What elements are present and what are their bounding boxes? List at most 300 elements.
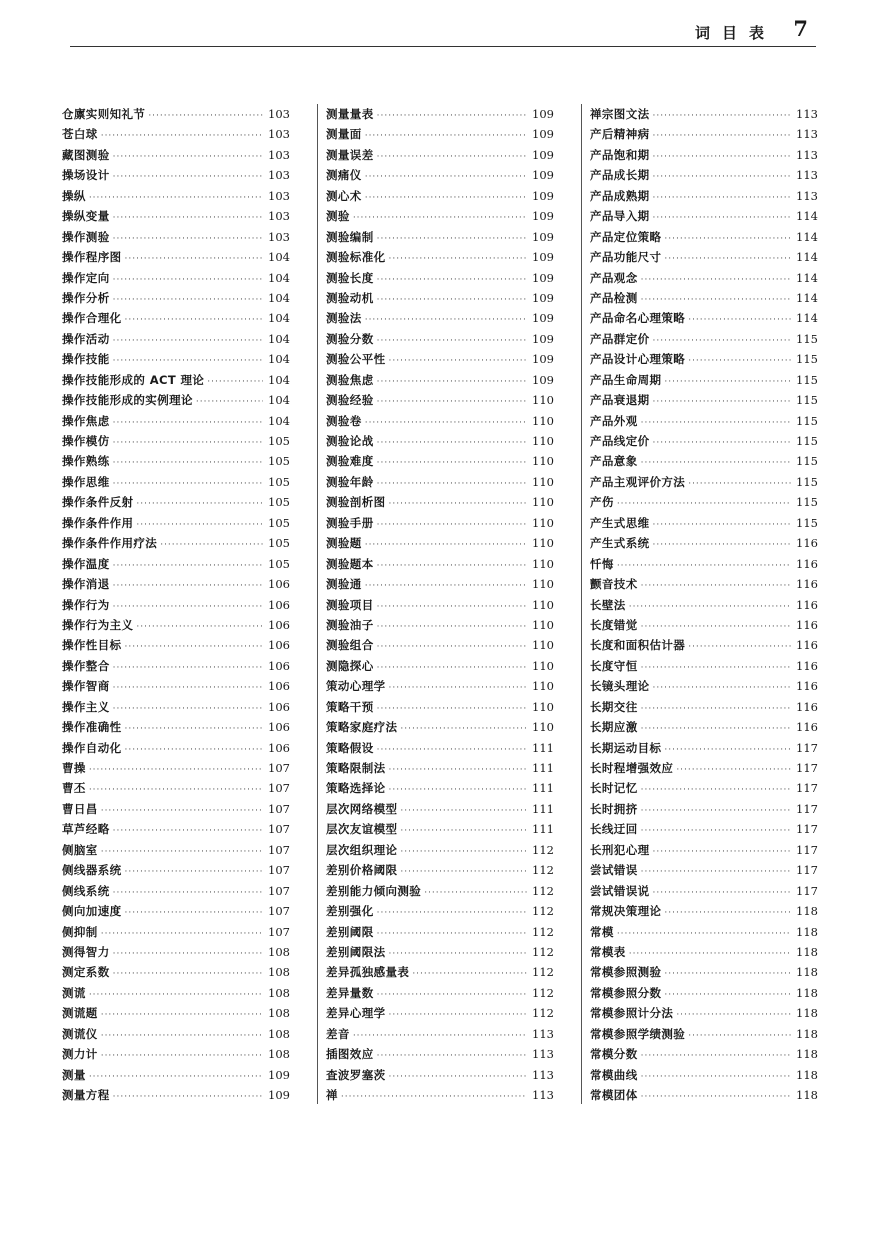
dot-leader: [377, 597, 527, 617]
entry-page-number: 104: [268, 413, 290, 428]
entry-term: 产品主观评价方法: [590, 474, 686, 489]
entry-page-number: 106: [268, 577, 290, 592]
dot-leader: [389, 678, 528, 698]
index-entry: [590, 472, 818, 492]
dot-leader: [125, 740, 264, 760]
index-column-2: [326, 104, 554, 1105]
entry-term: 操作程序图: [62, 250, 122, 265]
index-entry: [326, 227, 554, 247]
index-entry: [62, 247, 290, 267]
entry-term: 操场设计: [62, 168, 110, 183]
entry-term: 忏悔: [590, 556, 614, 571]
dot-leader: [641, 290, 791, 310]
dot-leader: [676, 760, 791, 780]
dot-leader: [125, 903, 264, 923]
entry-page-number: 106: [268, 699, 290, 714]
index-entry: [590, 1024, 818, 1044]
index-entry: [62, 656, 290, 676]
index-entry: [590, 513, 818, 533]
entry-term: 差别能力倾向测验: [326, 883, 422, 898]
dot-leader: [641, 617, 791, 637]
index-entry: [326, 860, 554, 880]
dot-leader: [617, 556, 791, 576]
dot-leader: [377, 331, 527, 351]
index-entry: [590, 799, 818, 819]
entry-term: 侧线系统: [62, 883, 110, 898]
index-entry: [590, 349, 818, 369]
entry-term: 产品外观: [590, 413, 638, 428]
index-entry: [326, 492, 554, 512]
dot-leader: [377, 147, 527, 167]
index-entry: [62, 472, 290, 492]
index-entry: [590, 492, 818, 512]
dot-leader: [664, 229, 791, 249]
dot-leader: [641, 1087, 791, 1107]
entry-page-number: 113: [532, 1088, 554, 1102]
entry-term: 测验剖析图: [326, 495, 386, 510]
index-entry: [62, 451, 290, 471]
dot-leader: [365, 413, 527, 433]
entry-page-number: 117: [796, 761, 818, 775]
dot-leader: [113, 556, 263, 576]
index-entry: [326, 104, 554, 124]
index-entry: [326, 533, 554, 553]
dot-leader: [664, 985, 791, 1005]
index-entry: [62, 349, 290, 369]
entry-term: 测验分数: [326, 331, 374, 346]
entry-page-number: 115: [796, 393, 818, 408]
index-entry: [590, 1065, 818, 1085]
dot-leader: [113, 229, 263, 249]
entry-page-number: 111: [532, 761, 554, 775]
entry-page-number: 109: [532, 250, 554, 265]
index-entry: [590, 206, 818, 226]
dot-leader: [641, 862, 791, 882]
entry-term: 测验难度: [326, 454, 374, 469]
dot-leader: [641, 801, 791, 821]
entry-page-number: 116: [796, 699, 818, 714]
index-entry: [326, 349, 554, 369]
entry-term: 操作条件反射: [62, 495, 134, 510]
entry-page-number: 118: [796, 1026, 818, 1041]
entry-term: 测隐探心: [326, 658, 374, 673]
index-entry: [326, 615, 554, 635]
dot-leader: [125, 310, 264, 330]
entry-page-number: 112: [532, 1006, 554, 1021]
header-rule: [70, 46, 816, 47]
dot-leader: [688, 351, 791, 371]
entry-page-number: 104: [268, 393, 290, 408]
entry-term: 测谎题: [62, 1006, 98, 1021]
entry-term: 层次网络模型: [326, 801, 398, 816]
index-entry: [590, 268, 818, 288]
entry-page-number: 109: [532, 209, 554, 224]
entry-term: 测量误差: [326, 147, 374, 162]
index-entry: [326, 124, 554, 144]
entry-page-number: 109: [532, 127, 554, 142]
entry-term: 长期运动目标: [590, 740, 662, 755]
dot-leader: [389, 944, 528, 964]
dot-leader: [101, 924, 263, 944]
dot-leader: [653, 126, 792, 146]
index-entry: [326, 247, 554, 267]
index-entry: [62, 308, 290, 328]
index-entry: [62, 431, 290, 451]
dot-leader: [113, 821, 263, 841]
entry-page-number: 118: [796, 1088, 818, 1102]
dot-leader: [341, 1087, 527, 1107]
dot-leader: [676, 1005, 791, 1025]
entry-term: 常模参照学绩测验: [590, 1026, 686, 1041]
entry-term: 操作准确性: [62, 720, 122, 735]
dot-leader: [377, 658, 527, 678]
index-entry: [326, 165, 554, 185]
index-entry: [326, 1044, 554, 1064]
entry-page-number: 115: [796, 454, 818, 469]
entry-page-number: 110: [532, 515, 554, 530]
dot-leader: [688, 474, 791, 494]
entry-term: 常模参照计分法: [590, 1006, 674, 1021]
index-entry: [326, 390, 554, 410]
entry-term: 常模: [590, 924, 614, 939]
entry-page-number: 105: [268, 536, 290, 551]
index-entry: [62, 1085, 290, 1105]
index-entry: [590, 431, 818, 451]
dot-leader: [365, 310, 527, 330]
dot-leader: [377, 290, 527, 310]
dot-leader: [641, 413, 791, 433]
dot-leader: [365, 535, 527, 555]
entry-term: 长度错觉: [590, 617, 638, 632]
entry-term: 操作模仿: [62, 434, 110, 448]
entry-term: 产品成长期: [590, 168, 650, 183]
dot-leader: [377, 924, 527, 944]
index-entry: [62, 1024, 290, 1044]
index-entry: [326, 329, 554, 349]
entry-term: 产品观念: [590, 270, 638, 285]
dot-leader: [377, 392, 527, 412]
dot-leader: [400, 821, 527, 841]
entry-term: 测谎仪: [62, 1026, 98, 1041]
entry-page-number: 113: [532, 1047, 554, 1062]
entry-page-number: 109: [532, 270, 554, 285]
index-entry: [326, 288, 554, 308]
entry-page-number: 110: [532, 393, 554, 408]
entry-page-number: 108: [268, 1006, 290, 1021]
entry-term: 测心术: [326, 188, 362, 203]
dot-leader: [653, 188, 792, 208]
entry-page-number: 118: [796, 985, 818, 1000]
dot-leader: [688, 637, 791, 657]
entry-term: 长刑犯心理: [590, 842, 650, 857]
entry-page-number: 110: [532, 556, 554, 571]
dot-leader: [641, 719, 791, 739]
entry-term: 测验经验: [326, 393, 374, 408]
dot-leader: [113, 944, 263, 964]
entry-term: 产品成熟期: [590, 188, 650, 203]
entry-term: 测验编制: [326, 229, 374, 244]
dot-leader: [389, 249, 528, 269]
dot-leader: [113, 270, 263, 290]
entry-page-number: 104: [268, 250, 290, 265]
entry-page-number: 109: [268, 1088, 290, 1102]
index-entry: [590, 942, 818, 962]
entry-term: 产品衰退期: [590, 393, 650, 408]
index-entry: [326, 206, 554, 226]
index-entry: [590, 451, 818, 471]
column-divider: [581, 104, 582, 1104]
index-entry: [590, 288, 818, 308]
dot-leader: [641, 270, 791, 290]
entry-page-number: 103: [268, 168, 290, 183]
entry-term: 产品定位策略: [590, 229, 662, 244]
index-entry: [590, 1085, 818, 1105]
entry-term: 测验题本: [326, 556, 374, 571]
entry-term: 操作技能形成的实例理论: [62, 393, 193, 408]
entry-term: 常模参照分数: [590, 985, 662, 1000]
entry-term: 操作条件作用疗法: [62, 536, 158, 551]
dot-leader: [664, 740, 791, 760]
dot-leader: [113, 413, 263, 433]
entry-term: 操作技能: [62, 352, 110, 367]
entry-page-number: 114: [796, 209, 818, 224]
entry-term: 曹日昌: [62, 801, 98, 816]
entry-term: 测验题: [326, 536, 362, 551]
entry-page-number: 105: [268, 556, 290, 571]
entry-page-number: 114: [796, 311, 818, 326]
entry-term: 禅宗图文法: [590, 107, 650, 121]
index-entry: [326, 881, 554, 901]
index-entry: [62, 840, 290, 860]
dot-leader: [365, 126, 527, 146]
entry-term: 测验通: [326, 577, 362, 592]
dot-leader: [196, 392, 263, 412]
dot-leader: [113, 290, 263, 310]
entry-page-number: 107: [268, 761, 290, 775]
index-entry: [326, 411, 554, 431]
entry-page-number: 115: [796, 372, 818, 387]
entry-term: 策动心理学: [326, 679, 386, 694]
index-entry: [326, 1065, 554, 1085]
dot-leader: [125, 719, 264, 739]
dot-leader: [136, 617, 263, 637]
entry-page-number: 109: [532, 147, 554, 162]
entry-page-number: 118: [796, 944, 818, 959]
dot-leader: [377, 453, 527, 473]
dot-leader: [400, 842, 527, 862]
index-entry: [62, 288, 290, 308]
entry-page-number: 115: [796, 515, 818, 530]
entry-page-number: 108: [268, 985, 290, 1000]
entry-term: 长镜头理论: [590, 679, 650, 694]
entry-page-number: 113: [796, 127, 818, 142]
entry-page-number: 116: [796, 536, 818, 551]
dot-leader: [389, 780, 528, 800]
entry-term: 测量方程: [62, 1088, 110, 1102]
entry-page-number: 108: [268, 965, 290, 980]
entry-term: 测定系数: [62, 965, 110, 980]
entry-page-number: 107: [268, 863, 290, 878]
entry-page-number: 105: [268, 515, 290, 530]
entry-term: 颤音技术: [590, 577, 638, 592]
dot-leader: [136, 494, 263, 514]
entry-page-number: 109: [532, 188, 554, 203]
index-entry: [590, 697, 818, 717]
index-entry: [590, 595, 818, 615]
index-entry: [590, 370, 818, 390]
entry-term: 操作条件作用: [62, 515, 134, 530]
dot-leader: [664, 249, 791, 269]
index-entry: [62, 104, 290, 124]
entry-page-number: 110: [532, 617, 554, 632]
entry-term: 常模参照测验: [590, 965, 662, 980]
dot-leader: [125, 249, 264, 269]
dot-leader: [653, 167, 792, 187]
entry-term: 差异量数: [326, 985, 374, 1000]
entry-term: 长时程增强效应: [590, 761, 674, 775]
entry-term: 测谎: [62, 985, 86, 1000]
entry-page-number: 117: [796, 883, 818, 898]
entry-page-number: 106: [268, 720, 290, 735]
index-entry: [62, 1065, 290, 1085]
dot-leader: [125, 862, 264, 882]
index-entry: [326, 778, 554, 798]
dot-leader: [389, 1005, 528, 1025]
index-entry: [590, 738, 818, 758]
entry-page-number: 116: [796, 577, 818, 592]
entry-page-number: 106: [268, 617, 290, 632]
entry-page-number: 116: [796, 638, 818, 653]
entry-page-number: 111: [532, 740, 554, 755]
index-entry: [590, 124, 818, 144]
index-entry: [590, 533, 818, 553]
entry-page-number: 113: [796, 168, 818, 183]
entry-term: 差别阈限: [326, 924, 374, 939]
dot-leader: [653, 106, 792, 126]
dot-leader: [113, 678, 263, 698]
index-entry: [326, 186, 554, 206]
entry-page-number: 103: [268, 127, 290, 142]
entry-term: 常模表: [590, 944, 626, 959]
entry-page-number: 113: [796, 188, 818, 203]
entry-page-number: 110: [532, 454, 554, 469]
entry-term: 长时拥挤: [590, 801, 638, 816]
dot-leader: [207, 372, 263, 392]
index-entry: [326, 819, 554, 839]
dot-leader: [664, 372, 791, 392]
index-entry: [590, 145, 818, 165]
entry-term: 测量: [62, 1067, 86, 1082]
entry-page-number: 112: [532, 924, 554, 939]
entry-term: 产品生命周期: [590, 372, 662, 387]
index-entry: [326, 922, 554, 942]
index-entry: [590, 227, 818, 247]
index-entry: [62, 206, 290, 226]
entry-page-number: 112: [532, 842, 554, 857]
dot-leader: [89, 188, 263, 208]
index-entry: [590, 983, 818, 1003]
index-entry: [62, 145, 290, 165]
entry-page-number: 106: [268, 638, 290, 653]
dot-leader: [641, 1046, 791, 1066]
entry-term: 产品线定价: [590, 434, 650, 448]
entry-page-number: 107: [268, 822, 290, 837]
entry-term: 长度和面积估计器: [590, 638, 686, 653]
entry-term: 侧脑室: [62, 842, 98, 857]
entry-page-number: 103: [268, 188, 290, 203]
entry-term: 测量面: [326, 127, 362, 142]
index-entry: [62, 962, 290, 982]
entry-term: 操作活动: [62, 331, 110, 346]
entry-page-number: 105: [268, 454, 290, 469]
index-entry: [62, 983, 290, 1003]
entry-page-number: 109: [532, 352, 554, 367]
entry-page-number: 118: [796, 1047, 818, 1062]
entry-term: 尝试错误: [590, 863, 638, 878]
dot-leader: [377, 372, 527, 392]
entry-page-number: 109: [532, 168, 554, 183]
entry-page-number: 110: [532, 495, 554, 510]
dot-leader: [389, 351, 528, 371]
entry-term: 策略家庭疗法: [326, 720, 398, 735]
dot-leader: [113, 351, 263, 371]
index-entry: [326, 983, 554, 1003]
index-entry: [590, 574, 818, 594]
dot-leader: [101, 1026, 263, 1046]
entry-term: 产品检测: [590, 290, 638, 305]
index-entry: [62, 595, 290, 615]
dot-leader: [664, 964, 791, 984]
entry-term: 苍白球: [62, 127, 98, 142]
dot-leader: [113, 964, 263, 984]
index-entry: [326, 901, 554, 921]
dot-leader: [353, 1026, 527, 1046]
dot-leader: [136, 515, 263, 535]
entry-term: 测得智力: [62, 944, 110, 959]
index-entry: [590, 247, 818, 267]
entry-page-number: 104: [268, 331, 290, 346]
entry-term: 测验项目: [326, 597, 374, 612]
index-entry: [326, 962, 554, 982]
index-entry: [62, 717, 290, 737]
entry-page-number: 117: [796, 740, 818, 755]
dot-leader: [688, 1026, 791, 1046]
entry-term: 长线迂回: [590, 822, 638, 837]
index-entry: [590, 717, 818, 737]
entry-term: 产品意象: [590, 454, 638, 469]
entry-page-number: 103: [268, 209, 290, 224]
entry-page-number: 111: [532, 822, 554, 837]
entry-term: 差音: [326, 1026, 350, 1041]
entry-term: 差别价格阈限: [326, 863, 398, 878]
dot-leader: [653, 515, 792, 535]
entry-term: 测验油子: [326, 617, 374, 632]
dot-leader: [377, 1046, 527, 1066]
entry-term: 产后精神病: [590, 127, 650, 142]
entry-term: 操作定向: [62, 270, 110, 285]
entry-page-number: 108: [268, 1047, 290, 1062]
dot-leader: [113, 576, 263, 596]
index-entry: [62, 860, 290, 880]
entry-page-number: 114: [796, 290, 818, 305]
entry-term: 产品导入期: [590, 209, 650, 224]
index-entry: [590, 1003, 818, 1023]
entry-term: 操作温度: [62, 556, 110, 571]
entry-page-number: 113: [532, 1067, 554, 1082]
dot-leader: [113, 331, 263, 351]
index-entry: [326, 451, 554, 471]
entry-term: 层次组织理论: [326, 842, 398, 857]
